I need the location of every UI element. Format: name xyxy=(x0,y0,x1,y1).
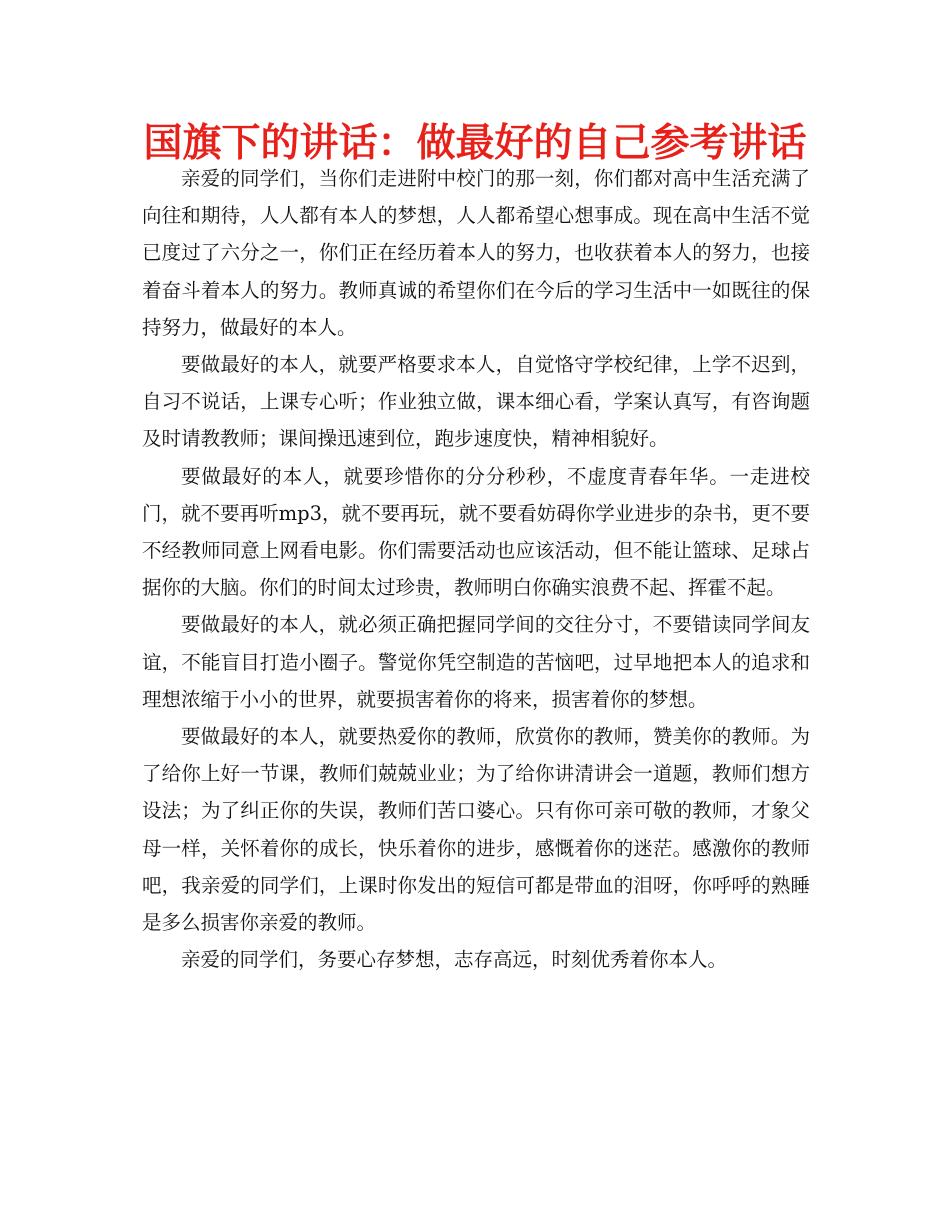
paragraph: 要做最好的本人，就要热爱你的教师，欣赏你的教师，赞美你的教师。为了给你上好一节课，教师们兢兢业业；为了给你讲清讲会一道题，教师们想方设法；为了纠正你的失误，教师们苦口婆心。只有你可亲可敬的教师，才象父母一样，关怀着你的成长，快乐着你的进步，感慨着你的迷茫。感激你的教师吧，我亲爱的同学们，上课时你发出的短信可都是带血的泪呀，你呼呼的熟睡是多么损害你亲爱的教师。 xyxy=(142,725,810,935)
paragraph: 亲爱的同学们，务要心存梦想，志存高远，时刻优秀着你本人。 xyxy=(181,948,728,972)
document-title: 国旗下的讲话：做最好的自己参考讲话 xyxy=(143,121,807,166)
paragraph: 要做最好的本人，就要珍惜你的分分秒秒，不虚度青春年华。一走进校门，就不要再听mp3，就不要再玩，就不要看妨碍你学业进步的杂书，更不要不经教师同意上网看电影。你们需要活动也应该活动，但不能让篮球、足球占据你的大脑。你们的时间太过珍贵，教师明白你确实浪费不起、挥霍不起。 xyxy=(142,464,810,600)
paragraph: 亲爱的同学们，当你们走进附中校门的那一刻，你们都对高中生活充满了向往和期待，人人都有本人的梦想，人人都希望心想事成。现在高中生活不觉已度过了六分之一，你们正在经历着本人的努力，也收获着本人的努力，也接着奋斗着本人的努力。教师真诚的希望你们在今后的学习生活中一如既往的保持努力，做最好的本人。 xyxy=(142,167,810,339)
document-body xyxy=(142,160,810,978)
paragraph: 要做最好的本人，就必须正确把握同学间的交往分寸，不要错读同学间友谊，不能盲目打造小圈子。警觉你凭空制造的苦恼吧，过早地把本人的追求和理想浓缩于小小的世界，就要损害着你的将来，损害着你的梦想。 xyxy=(142,613,810,711)
paragraph: 要做最好的本人，就要严格要求本人，自觉恪守学校纪律，上学不迟到，自习不说话，上课专心听；作业独立做，课本细心看，学案认真写，有咨询题及时请教教师；课间操迅速到位，跑步速度快，精神相貌好。 xyxy=(142,353,810,451)
